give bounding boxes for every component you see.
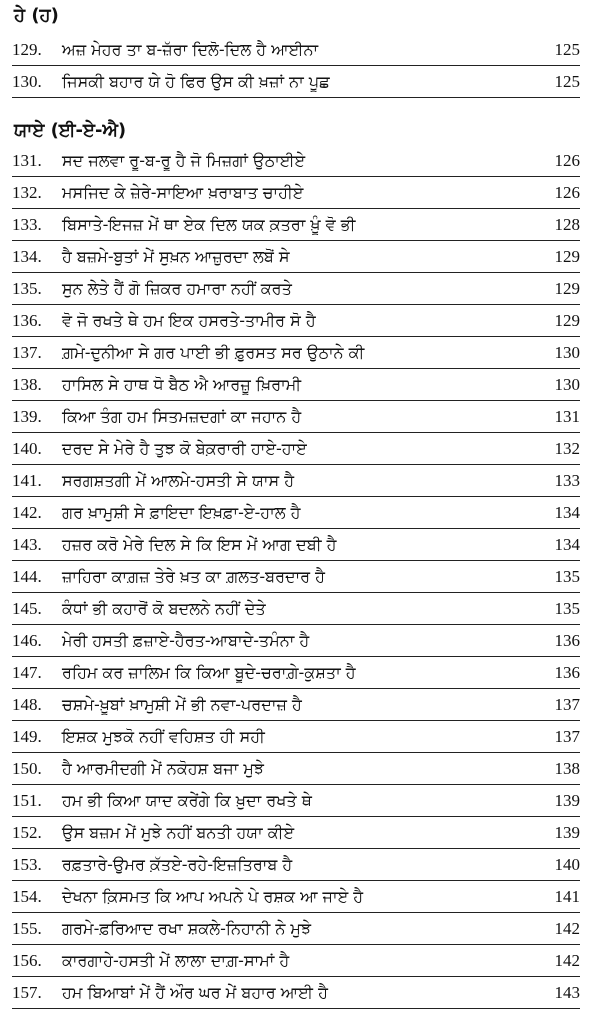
entry-number: 148. — [12, 694, 42, 714]
entry-title: ਅਜ਼ ਮੇਹਰ ਤਾ ਬ-ਜ਼ੱਰਾ ਦਿਲੋ-ਦਿਲ ਹੈ ਆਈਨਾ — [62, 39, 319, 59]
entry-page-number: 126 — [554, 150, 580, 170]
entry-title: ਸਰਗਸ਼ਤਗੀ ਮੇਂ ਆਲਮੇ-ਹਸਤੀ ਸੇ ਯਾਸ ਹੈ — [62, 470, 295, 490]
entry-page-number: 134 — [554, 502, 580, 522]
entry-title: ਗਰ ਖ਼ਾਮੁਸ਼ੀ ਸੇ ਫ਼ਾਇਦਾ ਇਖ਼ਫ਼ਾ-ਏ-ਹਾਲ ਹੈ — [62, 502, 301, 522]
entry-page-number: 137 — [554, 726, 580, 746]
entry-page-number: 130 — [554, 342, 580, 362]
entry-page-number: 136 — [554, 662, 580, 682]
list-item — [12, 34, 580, 66]
list-item — [12, 849, 580, 881]
entry-page-number: 139 — [554, 822, 580, 842]
entry-page-number: 129 — [554, 310, 580, 330]
entry-title: ਉਸ ਬਜ਼ਮ ਮੇਂ ਮੁਝੇ ਨਹੀਂ ਬਨਤੀ ਹਯਾ ਕੀਏ — [62, 822, 295, 842]
list-item — [12, 145, 580, 177]
entry-title: ਹਾਸਿਲ ਸੇ ਹਾਥ ਧੋ ਬੈਠ ਐ ਆਰਜ਼ੂ ਖ਼ਿਰਾਮੀ — [62, 374, 302, 394]
section-heading-yae: ਯਾਏ (ਈ-ਏ-ਐ) — [14, 120, 127, 141]
entry-number: 150. — [12, 758, 42, 778]
list-item — [12, 433, 580, 465]
list-item — [12, 273, 580, 305]
entry-page-number: 126 — [554, 182, 580, 202]
entry-title: ਗਰਮੇ-ਫ਼ਰਿਆਦ ਰਖਾ ਸ਼ਕਲੇ-ਨਿਹਾਨੀ ਨੇ ਮੁਝੇ — [62, 918, 312, 938]
entry-list-he — [0, 34, 600, 98]
entry-title: ਹੈ ਆਰਮੀਦਗੀ ਮੇਂ ਨਕੋਹਸ਼ ਬਜਾ ਮੁਝੇ — [62, 758, 264, 778]
entry-title: ਕੰਧਾਂ ਭੀ ਕਹਾਰੋਂ ਕੋ ਬਦਲਨੇ ਨਹੀਂ ਦੇਤੇ — [62, 598, 266, 618]
entry-number: 129. — [12, 39, 42, 59]
entry-page-number: 138 — [554, 758, 580, 778]
entry-page-number: 134 — [554, 534, 580, 554]
entry-number: 130. — [12, 71, 42, 91]
entry-number: 133. — [12, 214, 42, 234]
entry-page-number: 125 — [554, 39, 580, 59]
entry-page-number: 125 — [554, 71, 580, 91]
entry-title: ਮੇਰੀ ਹਸਤੀ ਫ਼ਜ਼ਾਏ-ਹੈਰਤ-ਆਬਾਦੇ-ਤਮੰਨਾ ਹੈ — [62, 630, 310, 650]
entry-list-yae — [0, 145, 600, 1009]
list-item — [12, 209, 580, 241]
list-item — [12, 369, 580, 401]
entry-title: ਹੈ ਬਜ਼ਮੇ-ਬੁਤਾਂ ਮੇਂ ਸੁਖ਼ਨ ਆਜ਼ੁਰਦਾ ਲਬੋਂ ਸੇ — [62, 246, 290, 266]
entry-number: 151. — [12, 790, 42, 810]
list-item — [12, 881, 580, 913]
list-item — [12, 945, 580, 977]
entry-page-number: 142 — [554, 918, 580, 938]
entry-page-number: 129 — [554, 278, 580, 298]
entry-title: ਮਸਜਿਦ ਕੇ ਜ਼ੇਰੇ-ਸਾਇਆ ਖ਼ਰਾਬਾਤ ਚਾਹੀਏ — [62, 182, 304, 202]
entry-number: 146. — [12, 630, 42, 650]
list-item — [12, 241, 580, 273]
entry-title: ਵੋ ਜੋ ਰਖਤੇ ਥੇ ਹਮ ਇਕ ਹਸਰਤੇ-ਤਾਮੀਰ ਸੋ ਹੈ — [62, 310, 316, 330]
entry-title: ਹਮ ਭੀ ਕਿਆ ਯਾਦ ਕਰੇਂਗੇ ਕਿ ਖ਼ੁਦਾ ਰਖਤੇ ਥੇ — [62, 790, 312, 810]
entry-page-number: 140 — [554, 854, 580, 874]
entry-page-number: 143 — [554, 982, 580, 1002]
section-heading-he: ਹੇ (ਹ) — [14, 5, 59, 26]
entry-title: ਸੁਨ ਲੇਤੇ ਹੈਂ ਗੋ ਜ਼ਿਕਰ ਹਮਾਰਾ ਨਹੀਂ ਕਰਤੇ — [62, 278, 292, 298]
entry-page-number: 142 — [554, 950, 580, 970]
entry-page-number: 135 — [554, 566, 580, 586]
entry-page-number: 139 — [554, 790, 580, 810]
entry-page-number: 141 — [554, 886, 580, 906]
entry-number: 131. — [12, 150, 42, 170]
list-item — [12, 593, 580, 625]
entry-number: 156. — [12, 950, 42, 970]
entry-title: ਚਸ਼ਮੇ-ਖ਼ੂਬਾਂ ਖ਼ਾਮੁਸ਼ੀ ਮੇਂ ਭੀ ਨਵਾ-ਪਰਦਾਜ਼ ਹੈ — [62, 694, 302, 714]
entry-number: 143. — [12, 534, 42, 554]
entry-page-number: 129 — [554, 246, 580, 266]
entry-number: 147. — [12, 662, 42, 682]
entry-number: 153. — [12, 854, 42, 874]
list-item — [12, 177, 580, 209]
entry-title: ਜਿਸਕੀ ਬਹਾਰ ਯੇ ਹੋ ਫਿਰ ਉਸ ਕੀ ਖ਼ਜ਼ਾਂ ਨਾ ਪੂਛ — [62, 71, 330, 91]
list-item — [12, 561, 580, 593]
entry-page-number: 128 — [554, 214, 580, 234]
entry-number: 152. — [12, 822, 42, 842]
entry-number: 140. — [12, 438, 42, 458]
list-item — [12, 529, 580, 561]
entry-title: ਬਿਸਾਤੇ-ਇਜਜ਼ ਮੇਂ ਥਾ ਏਕ ਦਿਲ ਯਕ ਕ਼ਤਰਾ ਖ਼ੂੰ ਵੋ ਭੀ — [62, 214, 356, 234]
entry-title: ਦੇਖਨਾ ਕ਼ਿਸਮਤ ਕਿ ਆਪ ਅਪਨੇ ਪੇ ਰਸ਼ਕ ਆ ਜਾਏ ਹੈ — [62, 886, 364, 906]
entry-title: ਸਦ ਜਲਵਾ ਰੂ-ਬ-ਰੂ ਹੈ ਜੋ ਮਿਜ਼ਗਾਂ ਉਠਾਈਏ — [62, 150, 306, 170]
entry-page-number: 130 — [554, 374, 580, 394]
entry-number: 154. — [12, 886, 42, 906]
entry-number: 134. — [12, 246, 42, 266]
entry-number: 135. — [12, 278, 42, 298]
list-item — [12, 66, 580, 98]
list-item — [12, 785, 580, 817]
list-item — [12, 625, 580, 657]
entry-page-number: 131 — [554, 406, 580, 426]
list-item — [12, 753, 580, 785]
entry-title: ਗ਼ਮੇ-ਦੁਨੀਆ ਸੇ ਗਰ ਪਾਈ ਭੀ ਫ਼ੁਰਸਤ ਸਰ ਉਠਾਨੇ ਕੀ — [62, 342, 365, 362]
list-item — [12, 817, 580, 849]
entry-title: ਰਫ਼ਤਾਰੇ-ਉਮਰ ਕ਼ੱਤਏ-ਰਹੇ-ਇਜ਼ਤਿਰਾਬ ਹੈ — [62, 854, 293, 874]
entry-page-number: 133 — [554, 470, 580, 490]
list-item — [12, 913, 580, 945]
entry-title: ਕਾਰਗਾਹੇ-ਹਸਤੀ ਮੇਂ ਲਾਲਾ ਦਾਗ਼-ਸਾਮਾਂ ਹੈ — [62, 950, 290, 970]
entry-number: 138. — [12, 374, 42, 394]
entry-number: 144. — [12, 566, 42, 586]
list-item — [12, 401, 580, 433]
list-item — [12, 465, 580, 497]
list-item — [12, 305, 580, 337]
entry-page-number: 136 — [554, 630, 580, 650]
list-item — [12, 337, 580, 369]
entry-number: 142. — [12, 502, 42, 522]
entry-page-number: 132 — [554, 438, 580, 458]
entry-number: 149. — [12, 726, 42, 746]
list-item — [12, 721, 580, 753]
entry-title: ਹਮ ਬਿਆਬਾਂ ਮੇਂ ਹੈਂ ਔਰ ਘਰ ਮੇਂ ਬਹਾਰ ਆਈ ਹੈ — [62, 982, 328, 1002]
entry-number: 145. — [12, 598, 42, 618]
entry-number: 157. — [12, 982, 42, 1002]
entry-title: ਰਹਿਮ ਕਰ ਜ਼ਾਲਿਮ ਕਿ ਕਿਆ ਬੂਦੇ-ਚਰਾਗ਼ੇ-ਕੁਸ਼ਤਾ ਹੈ — [62, 662, 356, 682]
entry-page-number: 135 — [554, 598, 580, 618]
list-item — [12, 977, 580, 1009]
entry-number: 141. — [12, 470, 42, 490]
entry-title: ਦਰਦ ਸੇ ਮੇਰੇ ਹੈ ਤੁਝ ਕੋ ਬੇਕ਼ਰਾਰੀ ਹਾਏ-ਹਾਏ — [62, 438, 307, 458]
list-item — [12, 689, 580, 721]
entry-number: 155. — [12, 918, 42, 938]
list-item — [12, 497, 580, 529]
entry-number: 136. — [12, 310, 42, 330]
entry-title: ਕਿਆ ਤੰਗ ਹਮ ਸਿਤਮਜ਼ਦਗਾਂ ਕਾ ਜਹਾਨ ਹੈ — [62, 406, 302, 426]
entry-number: 137. — [12, 342, 42, 362]
entry-number: 139. — [12, 406, 42, 426]
entry-title: ਹਜ਼ਰ ਕਰੋ ਮੇਰੇ ਦਿਲ ਸੇ ਕਿ ਇਸ ਮੇਂ ਆਗ ਦਬੀ ਹੈ — [62, 534, 337, 554]
entry-number: 132. — [12, 182, 42, 202]
entry-title: ਇਸ਼ਕ ਮੁਝਕੋ ਨਹੀਂ ਵਹਿਸ਼ਤ ਹੀ ਸਹੀ — [62, 726, 265, 746]
entry-title: ਜ਼ਾਹਿਰਾ ਕਾਗ਼ਜ਼ ਤੇਰੇ ਖ਼ਤ ਕਾ ਗ਼ਲਤ-ਬਰਦਾਰ ਹੈ — [62, 566, 326, 586]
entry-page-number: 137 — [554, 694, 580, 714]
list-item — [12, 657, 580, 689]
